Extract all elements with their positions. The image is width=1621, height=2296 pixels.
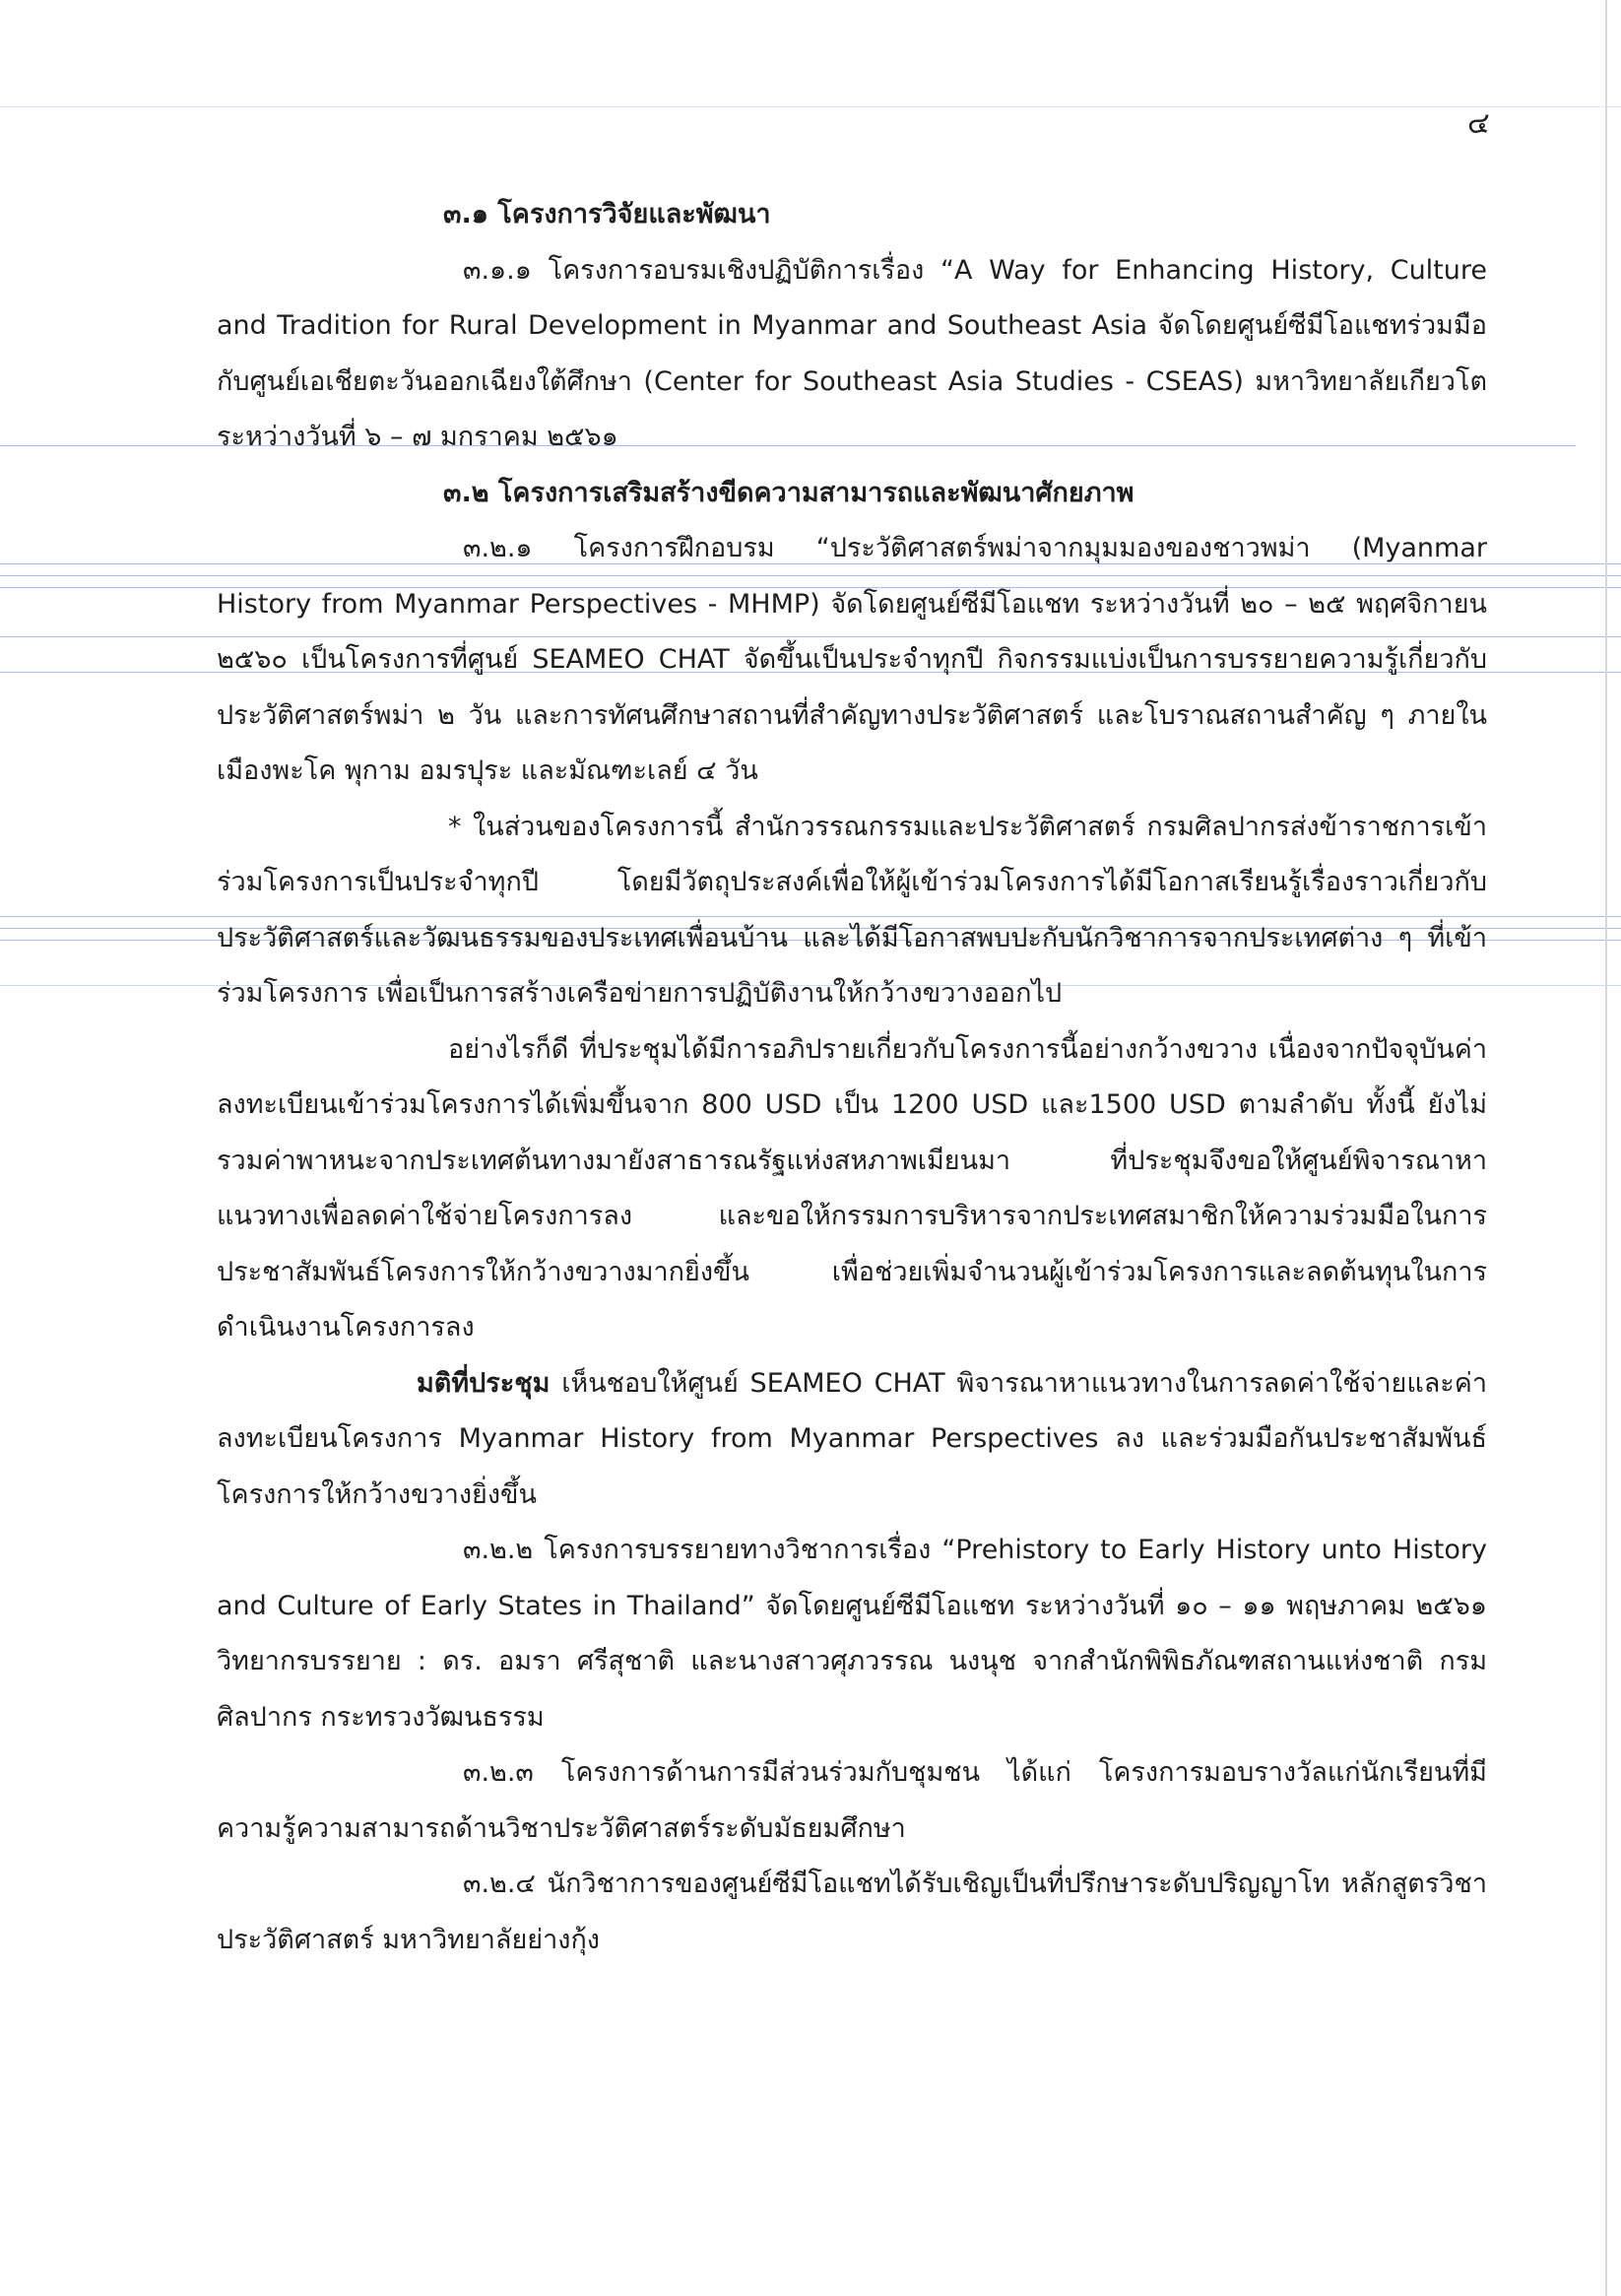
section-heading: ๓.๒ โครงการเสริมสร้างขีดความสามารถและพัฒนาศักยภาพ xyxy=(443,477,1135,508)
page-number: ๔ xyxy=(1467,106,1490,141)
scan-line xyxy=(0,106,1621,107)
paragraph: ๓.๒.๑ โครงการฝึกอบรม “ประวัติศาสตร์พม่าจากมุมมองของชาวพม่า (Myanmar History from Myanmar Perspectives - MHMP) จัดโดยศูนย์ซีมีโอแชท ระหว่างวันที่ ๒๐ – ๒๕ พฤศจิกายน ๒๕๖๐ เป็นโครงการที่ศูนย์ SEAMEO CHAT จัดขึ้นเป็นประจำทุกปี กิจกรรมแบ่งเป็นการบรรยายความรู้เกี่ยวกับประวัติศาสตร์พม่า ๒ วัน และการทัศนศึกษาสถานที่สำคัญทางประวัติศาสตร์ และโบราณสถานสำคัญ ๆ ภายในเมืองพะโค พุกาม อมรปุระ และมัณฑะเลย์ ๔ วัน xyxy=(217,533,1487,786)
section-heading: ๓.๑ โครงการวิจัยและพัฒนา xyxy=(443,199,771,230)
paragraph: ๓.๒.๒ โครงการบรรยายทางวิชาการเรื่อง “Prehistory to Early History unto History and Culture of Early States in Thailand” จัดโดยศูนย์ซีมีโอแชท ระหว่างวันที่ ๑๐ – ๑๑ พฤษภาคม ๒๕๖๑ วิทยากรบรรยาย : ดร. อมรา ศรีสุชาติ และนางสาวศุภวรรณ นงนุช จากสำนักพิพิธภัณฑสถานแห่งชาติ กรมศิลปากร กระทรวงวัฒนธรรม xyxy=(217,1535,1487,1733)
paragraph-note: * ในส่วนของโครงการนี้ สำนักวรรณกรรมและประวัติศาสตร์ กรมศิลปากรส่งข้าราชการเข้าร่วมโครงการเป็นประจำทุกปี โดยมีวัตถุประสงค์เพื่อให้ผู้เข้าร่วมโครงการได้มีโอกาสเรียนรู้เรื่องราวเกี่ยวกับประวัติศาสตร์และวัฒนธรรมของประเทศเพื่อนบ้าน และได้มีโอกาสพบปะกับนักวิชาการจากประเทศต่าง ๆ ที่เข้าร่วมโครงการ เพื่อเป็นการสร้างเครือข่ายการปฏิบัติงานให้กว้างขวางออกไป xyxy=(217,811,1487,1009)
paragraph: ๓.๑.๑ โครงการอบรมเชิงปฏิบัติการเรื่อง “A Way for Enhancing History, Culture and Tradition for Rural Development in Myanmar and Southeast Asia จัดโดยศูนย์ซีมีโอแชทร่วมมือกับศูนย์เอเชียตะวันออกเฉียงใต้ศึกษา (Center for Southeast Asia Studies - CSEAS) มหาวิทยาลัยเกียวโต ระหว่างวันที่ ๖ – ๗ มกราคม ๒๕๖๑ xyxy=(217,254,1487,452)
scan-edge xyxy=(1605,0,1607,2296)
paragraph: ๓.๒.๓ โครงการด้านการมีส่วนร่วมกับชุมชน ได้แก่ โครงการมอบรางวัลแก่นักเรียนที่มีความรู้ความสามารถด้านวิชาประวัติศาสตร์ระดับมัธยมศึกษา xyxy=(217,1757,1487,1844)
paragraph: ๓.๒.๔ นักวิชาการของศูนย์ซีมีโอแชทได้รับเชิญเป็นที่ปรึกษาระดับปริญญาโท หลักสูตรวิชาประวัติศาสตร์ มหาวิทยาลัยย่างกุ้ง xyxy=(217,1869,1487,1955)
document-body xyxy=(217,187,1487,1968)
resolution-label: มติที่ประชุม xyxy=(417,1367,551,1399)
paragraph: อย่างไรก็ดี ที่ประชุมได้มีการอภิปรายเกี่ยวกับโครงการนี้อย่างกว้างขวาง เนื่องจากปัจจุบันค่าลงทะเบียนเข้าร่วมโครงการได้เพิ่มขึ้นจาก 800 USD เป็น 1200 USD และ1500 USD ตามลำดับ ทั้งนี้ ยังไม่รวมค่าพาหนะจากประเทศต้นทางมายังสาธารณรัฐแห่งสหภาพเมียนมา ที่ประชุมจึงขอให้ศูนย์พิจารณาหาแนวทางเพื่อลดค่าใช้จ่ายโครงการลง และขอให้กรรมการบริหารจากประเทศสมาชิกให้ความร่วมมือในการประชาสัมพันธ์โครงการให้กว้างขวางมากยิ่งขึ้น เพื่อช่วยเพิ่มจำนวนผู้เข้าร่วมโครงการและลดต้นทุนในการดำเนินงานโครงการลง xyxy=(217,1033,1487,1343)
resolution-paragraph xyxy=(217,1356,1487,1524)
resolution-text: เห็นชอบให้ศูนย์ SEAMEO CHAT พิจารณาหาแนวทางในการลดค่าใช้จ่ายและค่าลงทะเบียนโครงการ Myanmar History from Myanmar Perspectives ลง และร่วมมือกันประชาสัมพันธ์โครงการให้กว้างขวางยิ่งขึ้น xyxy=(217,1367,1487,1510)
